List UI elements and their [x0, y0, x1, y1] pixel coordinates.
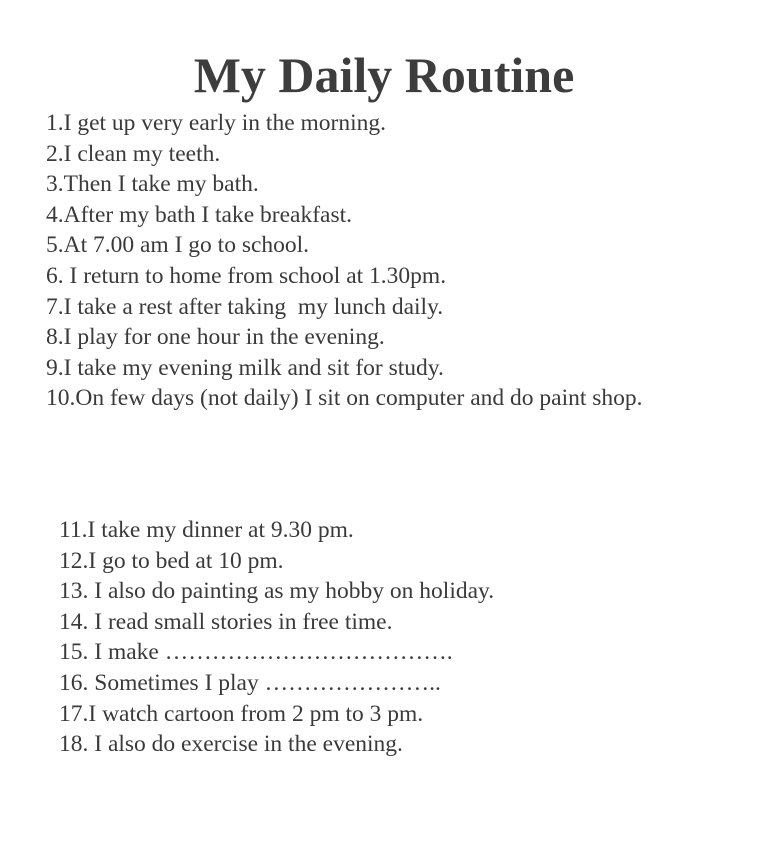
- routine-item: 13. I also do painting as my hobby on holiday.: [59, 578, 495, 605]
- routine-item: 15. I make ……………………………….: [59, 639, 453, 666]
- routine-list-part-1: [46, 108, 643, 414]
- routine-item: 7.I take a rest after taking my lunch daily.: [46, 293, 444, 320]
- page-title: My Daily Routine: [193, 47, 575, 103]
- routine-item: 9.I take my evening milk and sit for study.: [46, 354, 444, 381]
- routine-list-part-2: [59, 515, 494, 760]
- routine-item: 2.I clean my teeth.: [46, 140, 221, 167]
- routine-item: 14. I read small stories in free time.: [59, 608, 393, 635]
- routine-item: 5.At 7.00 am I go to school.: [46, 232, 310, 259]
- routine-item: 6. I return to home from school at 1.30pm.: [46, 262, 447, 289]
- routine-item: 4.After my bath I take breakfast.: [46, 201, 353, 228]
- routine-item: 11.I take my dinner at 9.30 pm.: [59, 517, 354, 543]
- routine-item: 17.I watch cartoon from 2 pm to 3 pm.: [59, 700, 424, 727]
- routine-item: 1.I get up very early in the morning.: [46, 110, 387, 136]
- routine-item: 3.Then I take my bath.: [46, 171, 259, 198]
- routine-item: 16. Sometimes I play …………………..: [59, 669, 441, 696]
- routine-item: 12.I go to bed at 10 pm.: [59, 547, 284, 574]
- routine-item: 10.On few days (not daily) I sit on computer and do paint shop.: [46, 385, 643, 412]
- routine-item: 8.I play for one hour in the evening.: [46, 324, 385, 351]
- routine-item: 18. I also do exercise in the evening.: [59, 731, 403, 758]
